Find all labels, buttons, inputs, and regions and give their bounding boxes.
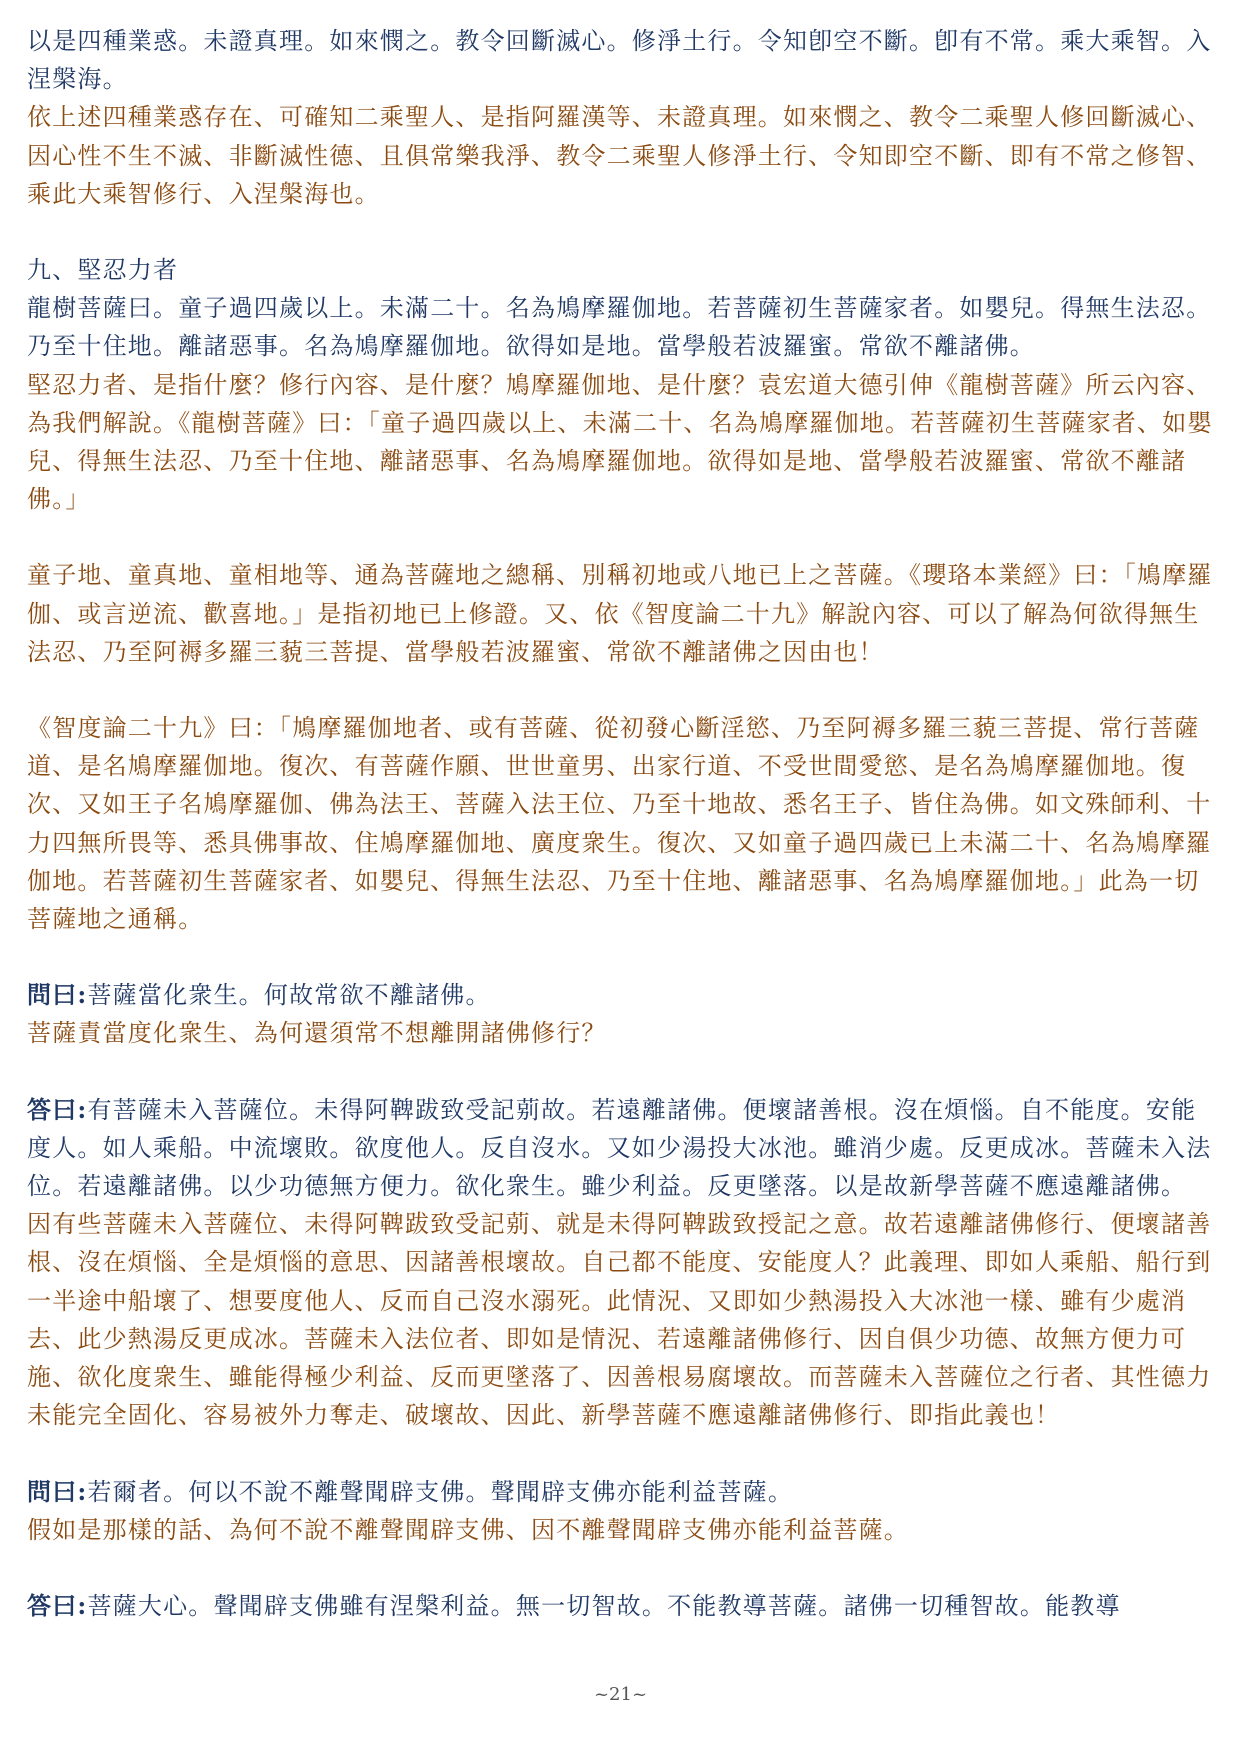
source-text: 龍樹菩薩曰。童子過四歲以上。未滿二十。名為鳩摩羅伽地。若菩薩初生菩薩家者。如嬰兒。得無生法忍。乃至十住地。離諸惡事。名為鳩摩羅伽地。欲得如是地。當學般若波羅蜜。常欲不離諸佛。 [27, 294, 1212, 361]
section-heading: 九、堅忍力者 [27, 256, 179, 285]
passage-3 [27, 556, 1217, 671]
question-text: 菩薩當化衆生。何故常欲不離諸佛。 [87, 981, 491, 1010]
commentary-text: 童子地、童真地、童相地等、通為菩薩地之總稱、別稱初地或八地已上之菩薩。《瓔珞本業經》曰：「鳩摩羅伽、或言逆流、歡喜地。」是指初地已上修證。又、依《智度論二十九》解說內容、可以了解為何欲得無生法忍、乃至阿褥多羅三藐三菩提、當學般若波羅蜜、常欲不離諸佛之因由也！ [27, 561, 1213, 666]
source-text [27, 976, 1217, 1014]
answer-2 [27, 1587, 1217, 1625]
commentary-text: 菩薩責當度化衆生、為何還須常不想離開諸佛修行？ [27, 1019, 607, 1048]
commentary-text: 假如是那樣的話、為何不說不離聲聞辟支佛、因不離聲聞辟支佛亦能利益菩薩。 [27, 1515, 909, 1544]
answer-1 [27, 1091, 1217, 1435]
question-text: 若爾者。何以不說不離聲聞辟支佛。聲聞辟支佛亦能利益菩薩。 [87, 1477, 794, 1506]
question-2 [27, 1473, 1217, 1549]
question-label: 問曰: [27, 980, 88, 1010]
page-number: ~21~ [593, 1684, 648, 1705]
question-label: 問曰: [27, 1476, 88, 1506]
passage-4 [27, 709, 1217, 938]
source-text: 以是四種業惑。未證真理。如來憫之。教令回斷滅心。修淨土行。令知卽空不斷。卽有不常。乘大乘智。入涅槃海。 [27, 27, 1212, 94]
answer-text: 菩薩大心。聲聞辟支佛雖有涅槃利益。無一切智故。不能教導菩薩。諸佛一切種智故。能教導 [87, 1591, 1121, 1620]
question-1 [27, 976, 1217, 1052]
source-text [27, 1587, 1217, 1625]
commentary-text: 因有些菩薩未入菩薩位、未得阿鞞跋致受記莂、就是未得阿鞞跋致授記之意。故若遠離諸佛修行、便壞諸善根、沒在煩惱、全是煩惱的意思、因諸善根壞故。自己都不能度、安能度人？此義理、即如人乘船、船行到一半途中船壞了、想要度他人、反而自己沒水溺死。此情況、又即如少熱湯投入大冰池一樣、雖有少處消去、此少熱湯反更成冰。菩薩未入法位者、即如是情況、若遠離諸佛修行、因自俱少功德、故無方便力可施、欲化度衆生、雖能得極少利益、反而更墜落了、因善根易腐壞故。而菩薩未入菩薩位之行者、其性德力未能完全固化、容易被外力奪走、破壞故、因此、新學菩薩不應遠離諸佛修行、即指此義也！ [27, 1210, 1212, 1430]
source-text [27, 1473, 1217, 1511]
answer-text: 有菩薩未入菩薩位。未得阿鞞跋致受記莂故。若遠離諸佛。便壞諸善根。沒在煩惱。自不能度。安能度人。如人乘船。中流壞敗。欲度他人。反自沒水。又如少湯投大冰池。雖消少處。反更成冰。菩薩未入法位。若遠離諸佛。以少功德無方便力。欲化衆生。雖少利益。反更墜落。以是故新學菩薩不應遠離諸佛。 [27, 1095, 1212, 1201]
commentary-text: 依上述四種業惑存在、可確知二乘聖人、是指阿羅漢等、未證真理。如來憫之、教令二乘聖人修回斷滅心、因心性不生不滅、非斷滅性德、且俱常樂我淨、教令二乘聖人修淨土行、令知即空不斷、即有不常之修智、乘此大乘智修行、入涅槃海也。 [27, 103, 1212, 208]
answer-label: 答曰: [27, 1094, 88, 1124]
section-9 [27, 251, 1217, 518]
source-text [27, 1091, 1217, 1206]
commentary-text: 《智度論二十九》曰：「鳩摩羅伽地者、或有菩薩、從初發心斷淫慾、乃至阿褥多羅三藐三菩提、常行菩薩道、是名鳩摩羅伽地。復次、有菩薩作願、世世童男、出家行道、不受世間愛慾、是名為鳩摩羅伽地。復次、又如王子名鳩摩羅伽、佛為法王、菩薩入法王位、乃至十地故、悉名王子、皆住為佛。如文殊師利、十力四無所畏等、悉具佛事故、住鳩摩羅伽地、廣度衆生。復次、又如童子過四歲已上未滿二十、名為鳩摩羅伽地。若菩薩初生菩薩家者、如嬰兒、得無生法忍、乃至十住地、離諸惡事、名為鳩摩羅伽地。」此為一切菩薩地之通稱。 [27, 714, 1212, 934]
commentary-text: 堅忍力者、是指什麼？修行內容、是什麼？鳩摩羅伽地、是什麼？袁宏道大德引伸《龍樹菩薩》所云內容、為我們解說。《龍樹菩薩》曰：「童子過四歲以上、未滿二十、名為鳩摩羅伽地。若菩薩初生菩薩家者、如嬰兒、得無生法忍、乃至十住地、離諸惡事、名為鳩摩羅伽地。欲得如是地、當學般若波羅蜜、常欲不離諸佛。」 [27, 370, 1213, 514]
passage-1 [27, 22, 1217, 213]
answer-label: 答曰: [27, 1590, 88, 1620]
